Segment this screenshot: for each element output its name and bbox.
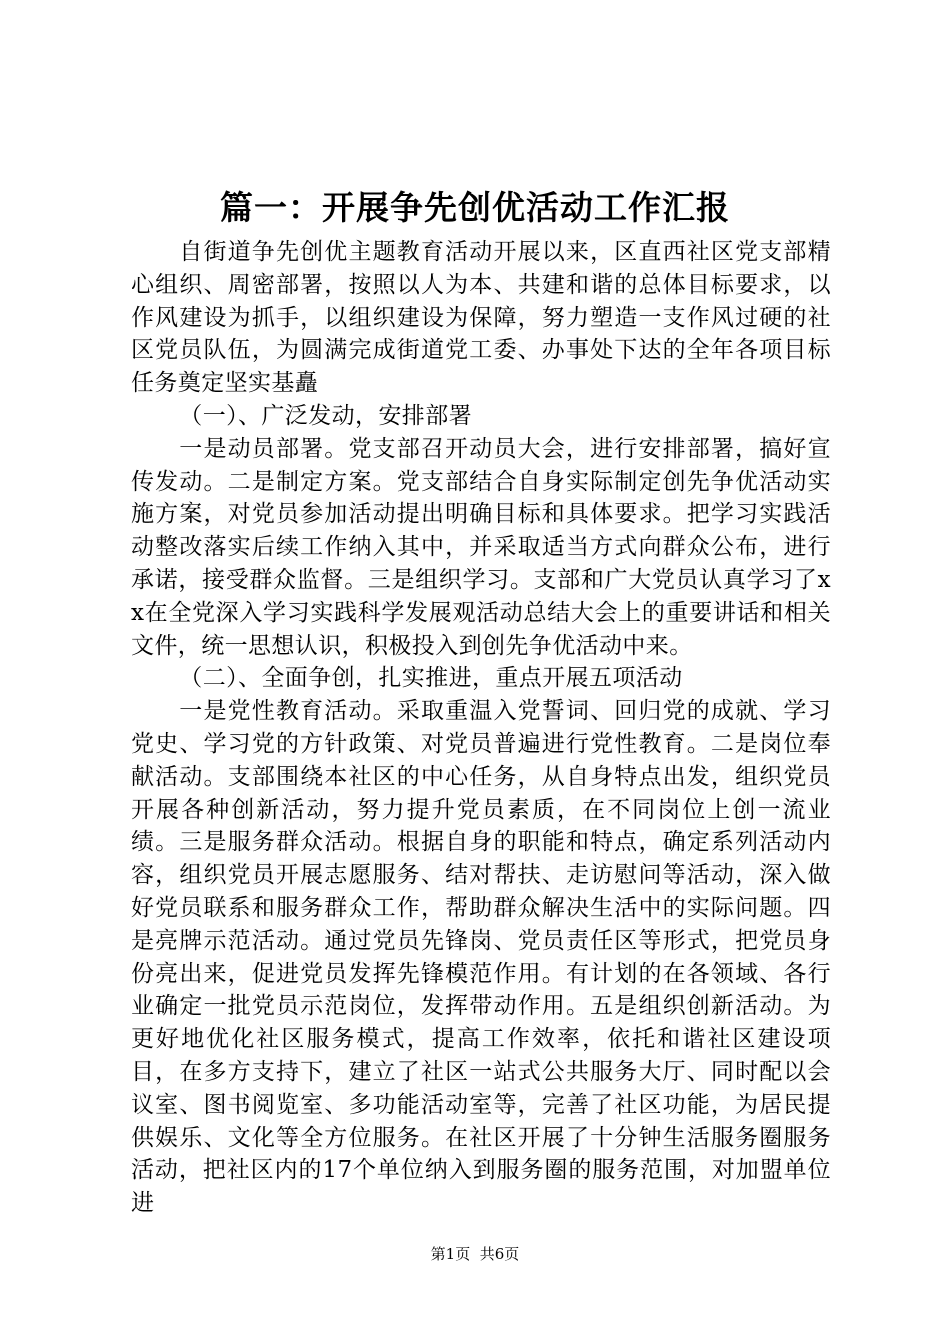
page-footer [0,1244,950,1264]
page-number: 第1页 [430,1245,471,1263]
page-total: 共6页 [479,1245,520,1263]
section-heading-1: （一）、广泛发动，安排部署 [179,402,472,429]
document-body [131,236,831,1220]
section-heading-2: （二）、全面争创，扎实推进，重点开展五项活动 [179,665,683,692]
paragraph-section-2: 一是党性教育活动。采取重温入党誓词、回归党的成就、学习党史、学习党的方针政策、对党员普遍进行党性教育。二是岗位奉献活动。支部围绕本社区的中心任务，从自身特点出发，组织党员开展各种创新活动，努力提升党员素质，在不同岗位上创一流业绩。三是服务群众活动。根据自身的职能和特点，确定系列活动内容，组织党员开展志愿服务、结对帮扶、走访慰问等活动，深入做好党员联系和服务群众工作，帮助群众解决生活中的实际问题。四是亮牌示范活动。通过党员先锋岗、党员责任区等形式，把党员身份亮出来，促进党员发挥先锋模范作用。有计划的在各领域、各行业确定一批党员示范岗位，发挥带动作用。五是组织创新活动。为更好地优化社区服务模式，提高工作效率，依托和谐社区建设项目，在多方支持下，建立了社区一站式公共服务大厅、同时配以会议室、图书阅览室、多功能活动室等，完善了社区功能，为居民提供娱乐、文化等全方位服务。在社区开展了十分钟生活服务圈服务活动，把社区内的17个单位纳入到服务圈的服务范围，对加盟单位进 [131,698,831,1217]
paragraph-intro: 自街道争先创优主题教育活动开展以来，区直西社区党支部精心组织、周密部署，按照以人为本、共建和谐的总体目标要求，以作风建设为抓手，以组织建设为保障，努力塑造一支作风过硬的社区党员队伍，为圆满完成街道党工委、办事处下达的全年各项目标任务奠定坚实基矗 [131,239,831,397]
paragraph-section-1: 一是动员部署。党支部召开动员大会，进行安排部署，搞好宣传发动。二是制定方案。党支部结合自身实际制定创先争优活动实施方案，对党员参加活动提出明确目标和具体要求。把学习实践活动整改落实后续工作纳入其中，并采取适当方式向群众公布，进行承诺，接受群众监督。三是组织学习。支部和广大党员认真学习了xx在全党深入学习实践科学发展观活动总结大会上的重要讲话和相关文件，统一思想认识，积极投入到创先争优活动中来。 [131,435,831,659]
document-title: 篇一：开展争先创优活动工作汇报 [220,188,730,227]
